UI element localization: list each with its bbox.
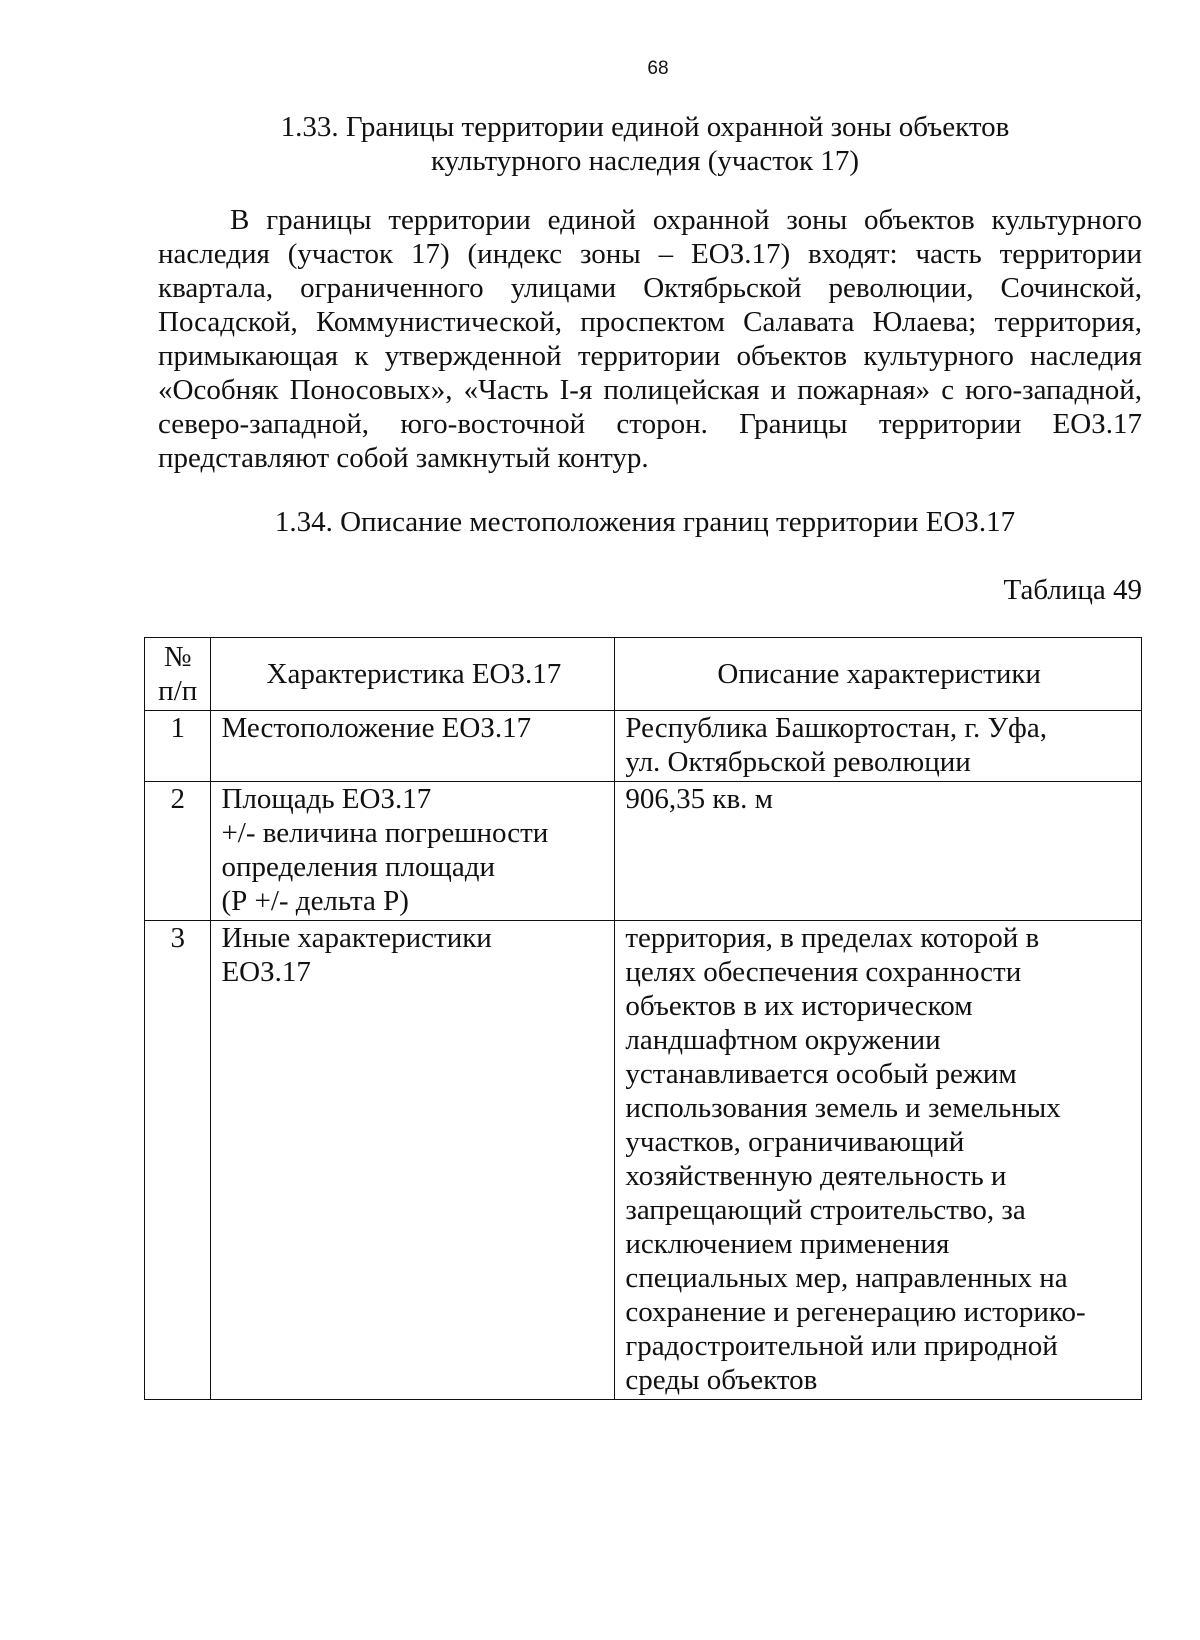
cell-line: ландшафтном окружении bbox=[625, 1024, 941, 1056]
cell-line: участков, ограничивающий bbox=[625, 1126, 965, 1158]
cell-num: 1 bbox=[145, 711, 211, 782]
page-number: 68 bbox=[647, 58, 669, 79]
cell-description bbox=[615, 782, 1142, 921]
cell-line: целях обеспечения сохранности bbox=[625, 956, 1022, 988]
section-paragraph: В границы территории единой охранной зоны объектов культурного наследия (участок 17) (индекс зоны – ЕОЗ.17) входят: часть территории квартала, ограниченного улицами Октябрьской революции, Сочинской, Посадской, Коммунистической, проспектом Салавата Юлаева; территория, примыкающая к утвержденной территории объектов культурного наследия «Особняк Поносовых», «Часть I-я полицейская и пожарная» с юго-западной, северо-западной, юго-восточной сторон. Границы территории ЕОЗ.17 представляют собой замкнутый контур. bbox=[158, 204, 1142, 474]
header-num-line: № bbox=[163, 641, 192, 673]
cell-line: +/- величина погрешности bbox=[221, 817, 549, 849]
cell-line: Иные характеристики bbox=[221, 922, 492, 954]
table-row bbox=[145, 782, 1142, 921]
header-num-line: п/п bbox=[158, 675, 198, 707]
cell-line: исключением применения bbox=[625, 1228, 950, 1260]
cell-line: устанавливается особый режим bbox=[625, 1058, 1017, 1090]
table-caption: Таблица 49 bbox=[1003, 574, 1142, 606]
section-heading-line: культурного наследия (участок 17) bbox=[430, 145, 860, 177]
cell-line: 906,35 кв. м bbox=[625, 783, 773, 815]
section-heading-1-33 bbox=[150, 110, 1140, 178]
table-row bbox=[145, 711, 1142, 782]
header-characteristic: Характеристика ЕОЗ.17 bbox=[211, 638, 615, 711]
table-body bbox=[145, 711, 1142, 1400]
cell-line: определения площади bbox=[221, 851, 496, 883]
cell-line: (Р +/- дельта Р) bbox=[221, 885, 409, 917]
table-header-row bbox=[145, 638, 1142, 711]
table-row bbox=[145, 921, 1142, 1400]
characteristics-table bbox=[144, 637, 1142, 1400]
cell-description bbox=[615, 921, 1142, 1400]
cell-line: ул. Октябрьской революции bbox=[625, 746, 971, 778]
cell-num: 3 bbox=[145, 921, 211, 1400]
cell-line: Местоположение ЕОЗ.17 bbox=[221, 712, 532, 744]
cell-num: 2 bbox=[145, 782, 211, 921]
header-num bbox=[145, 638, 211, 711]
cell-characteristic bbox=[211, 782, 615, 921]
cell-description bbox=[615, 711, 1142, 782]
cell-line: Республика Башкортостан, г. Уфа, bbox=[625, 712, 1047, 744]
header-description: Описание характеристики bbox=[615, 638, 1142, 711]
cell-line: объектов в их историческом bbox=[625, 990, 973, 1022]
cell-line: ЕОЗ.17 bbox=[221, 956, 311, 988]
cell-line: использования земель и земельных bbox=[625, 1092, 1061, 1124]
section-heading-1-34: 1.34. Описание местоположения границ территории ЕОЗ.17 bbox=[274, 506, 1016, 538]
cell-line: градостроительной или природной bbox=[625, 1330, 1058, 1362]
cell-characteristic bbox=[211, 711, 615, 782]
cell-line: территория, в пределах которой в bbox=[625, 922, 1040, 954]
cell-characteristic bbox=[211, 921, 615, 1400]
section-heading-line: 1.33. Границы территории единой охранной зоны объектов bbox=[280, 111, 1010, 143]
cell-line: Площадь ЕОЗ.17 bbox=[221, 783, 432, 815]
cell-line: среды объектов bbox=[625, 1364, 818, 1396]
cell-line: запрещающий строительство, за bbox=[625, 1194, 1026, 1226]
cell-line: специальных мер, направленных на bbox=[625, 1262, 1068, 1294]
cell-line: хозяйственную деятельность и bbox=[625, 1160, 1007, 1192]
cell-line: сохранение и регенерацию историко- bbox=[625, 1296, 1086, 1328]
table-container bbox=[144, 637, 1142, 1400]
